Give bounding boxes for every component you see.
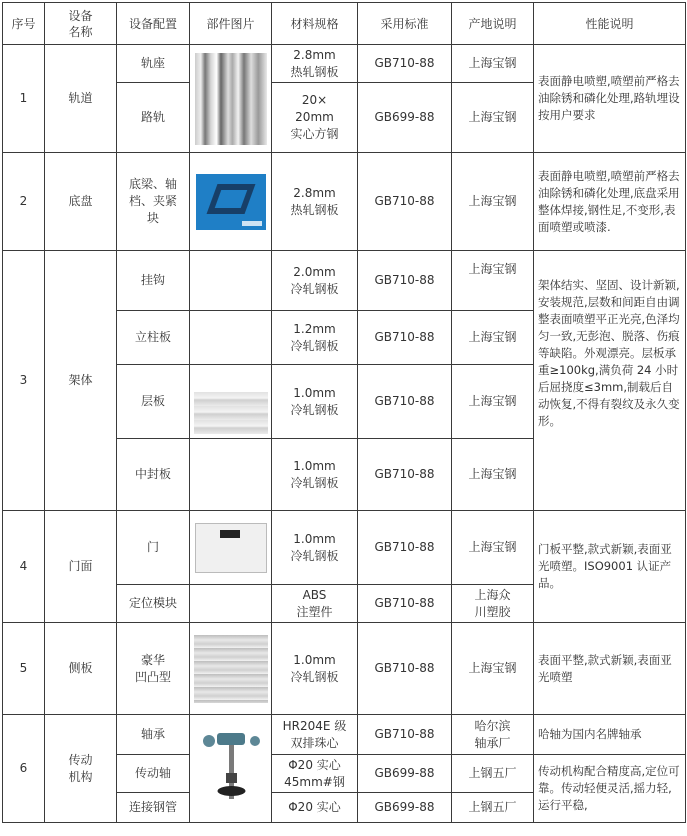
- origin-cell: 上钢五厂: [452, 755, 534, 793]
- origin-cell: 上海宝钢: [452, 153, 534, 251]
- config-cell: 定位模块: [117, 585, 190, 623]
- origin-cell: 上海宝钢: [452, 83, 534, 153]
- standard-cell: GB699-88: [358, 83, 452, 153]
- material-cell: 2.0mm 冷轧钢板: [272, 251, 358, 311]
- material-cell: 20× 20mm 实心方钢: [272, 83, 358, 153]
- table-row: [3, 715, 686, 755]
- material-cell: 1.2mm 冷轧钢板: [272, 311, 358, 365]
- header-no: 序号: [3, 3, 45, 45]
- row-number: 1: [3, 45, 45, 153]
- performance-cell: 表面平整,款式新颖,表面亚光喷塑: [534, 623, 686, 715]
- device-name: 架体: [45, 251, 117, 511]
- performance-cell: 架体结实、坚固、设计新颖,安装规范,层数和间距自由调整表面喷塑平正光亮,色泽均匀一致,无彭泡、脱落、伤痕等缺陷。外观漂亮。层板承重≥100kg,满负荷 24 小时后屈挠度≤3mm,制载后自动恢复,不得有裂纹及永久变形。: [534, 251, 686, 511]
- row-number: 2: [3, 153, 45, 251]
- header-standard: 采用标准: [358, 3, 452, 45]
- config-cell: 中封板: [117, 439, 190, 511]
- part-image-cell: [190, 623, 272, 715]
- material-cell: ABS 注塑件: [272, 585, 358, 623]
- origin-cell: 上海宝钢: [452, 511, 534, 585]
- chassis-frame-photo: [196, 174, 266, 230]
- standard-cell: GB710-88: [358, 439, 452, 511]
- equipment-spec-table: [2, 2, 686, 823]
- origin-cell: 上海众 川塑胶: [452, 585, 534, 623]
- performance-cell: 门板平整,款式新颖,表面亚光喷塑。ISO9001 认证产品。: [534, 511, 686, 623]
- standard-cell: GB710-88: [358, 153, 452, 251]
- device-name: 侧板: [45, 623, 117, 715]
- standard-cell: GB699-88: [358, 755, 452, 793]
- material-cell: Φ20 实心: [272, 793, 358, 823]
- standard-cell: GB710-88: [358, 623, 452, 715]
- config-cell: 挂钩: [117, 251, 190, 311]
- standard-cell: GB699-88: [358, 793, 452, 823]
- standard-cell: GB710-88: [358, 585, 452, 623]
- config-cell: 豪华 凹凸型: [117, 623, 190, 715]
- transmission-shaft-photo: [193, 725, 269, 807]
- config-cell: 门: [117, 511, 190, 585]
- standard-cell: GB710-88: [358, 715, 452, 755]
- device-name: 轨道: [45, 45, 117, 153]
- side-panel-photo: [194, 635, 268, 703]
- config-cell: 连接钢管: [117, 793, 190, 823]
- shelf-board-photo: [194, 392, 268, 434]
- row-number: 4: [3, 511, 45, 623]
- origin-cell: 上海宝钢: [452, 365, 534, 439]
- part-image-cell: [190, 511, 272, 585]
- header-config: 设备配置: [117, 3, 190, 45]
- material-cell: Φ20 实心 45mm#钢: [272, 755, 358, 793]
- row-number: 6: [3, 715, 45, 823]
- door-panel-photo: [195, 523, 267, 573]
- standard-cell: GB710-88: [358, 311, 452, 365]
- header-origin: 产地说明: [452, 3, 534, 45]
- part-image-cell: [190, 153, 272, 251]
- config-cell: 轴承: [117, 715, 190, 755]
- config-cell: 路轨: [117, 83, 190, 153]
- device-name: 门面: [45, 511, 117, 623]
- header-material: 材料规格: [272, 3, 358, 45]
- header-image: 部件图片: [190, 3, 272, 45]
- device-name: 传动 机构: [45, 715, 117, 823]
- header-name: 设备 名称: [45, 3, 117, 45]
- part-image-cell-empty: [190, 585, 272, 623]
- origin-cell: 上海宝钢: [452, 251, 534, 311]
- config-cell: 轨座: [117, 45, 190, 83]
- standard-cell: GB710-88: [358, 45, 452, 83]
- material-cell: 1.0mm 冷轧钢板: [272, 439, 358, 511]
- part-image-cell-empty: [190, 311, 272, 365]
- table-row: [3, 251, 686, 311]
- part-image-cell: [190, 45, 272, 153]
- part-image-cell-empty: [190, 251, 272, 311]
- config-cell: 传动轴: [117, 755, 190, 793]
- part-image-cell: [190, 715, 272, 823]
- performance-cell: 传动机构配合精度高,定位可靠。传动轻便灵活,摇力轻,运行平稳,: [534, 755, 686, 823]
- performance-cell: 表面静电喷塑,喷塑前严格去油除锈和磷化处理,底盘采用整体焊接,钢性足,不变形,表面喷塑或喷漆.: [534, 153, 686, 251]
- origin-cell: 上钢五厂: [452, 793, 534, 823]
- performance-cell: 表面静电喷塑,喷塑前严格去油除锈和磷化处理,路轨埋设按用户要求: [534, 45, 686, 153]
- origin-cell: 哈尔滨 轴承厂: [452, 715, 534, 755]
- steel-rail-photo: [195, 53, 267, 145]
- header-performance: 性能说明: [534, 3, 686, 45]
- standard-cell: GB710-88: [358, 511, 452, 585]
- standard-cell: GB710-88: [358, 251, 452, 311]
- table-row: [3, 45, 686, 83]
- table-row: [3, 623, 686, 715]
- config-cell: 底梁、轴 档、夹紧 块: [117, 153, 190, 251]
- material-cell: 1.0mm 冷轧钢板: [272, 623, 358, 715]
- table-row: [3, 511, 686, 585]
- device-name: 底盘: [45, 153, 117, 251]
- part-image-cell: [190, 365, 272, 439]
- standard-cell: GB710-88: [358, 365, 452, 439]
- origin-cell: 上海宝钢: [452, 623, 534, 715]
- material-cell: 2.8mm 热轧钢板: [272, 153, 358, 251]
- row-number: 3: [3, 251, 45, 511]
- material-cell: 2.8mm 热轧钢板: [272, 45, 358, 83]
- origin-cell: 上海宝钢: [452, 311, 534, 365]
- config-cell: 立柱板: [117, 311, 190, 365]
- performance-cell: 哈轴为国内名牌轴承: [534, 715, 686, 755]
- material-cell: 1.0mm 冷轧钢板: [272, 511, 358, 585]
- origin-cell: 上海宝钢: [452, 45, 534, 83]
- origin-cell: 上海宝钢: [452, 439, 534, 511]
- row-number: 5: [3, 623, 45, 715]
- part-image-cell-empty: [190, 439, 272, 511]
- config-cell: 层板: [117, 365, 190, 439]
- material-cell: HR204E 级 双排珠心: [272, 715, 358, 755]
- table-row: [3, 153, 686, 251]
- header-row: [3, 3, 686, 45]
- material-cell: 1.0mm 冷轧钢板: [272, 365, 358, 439]
